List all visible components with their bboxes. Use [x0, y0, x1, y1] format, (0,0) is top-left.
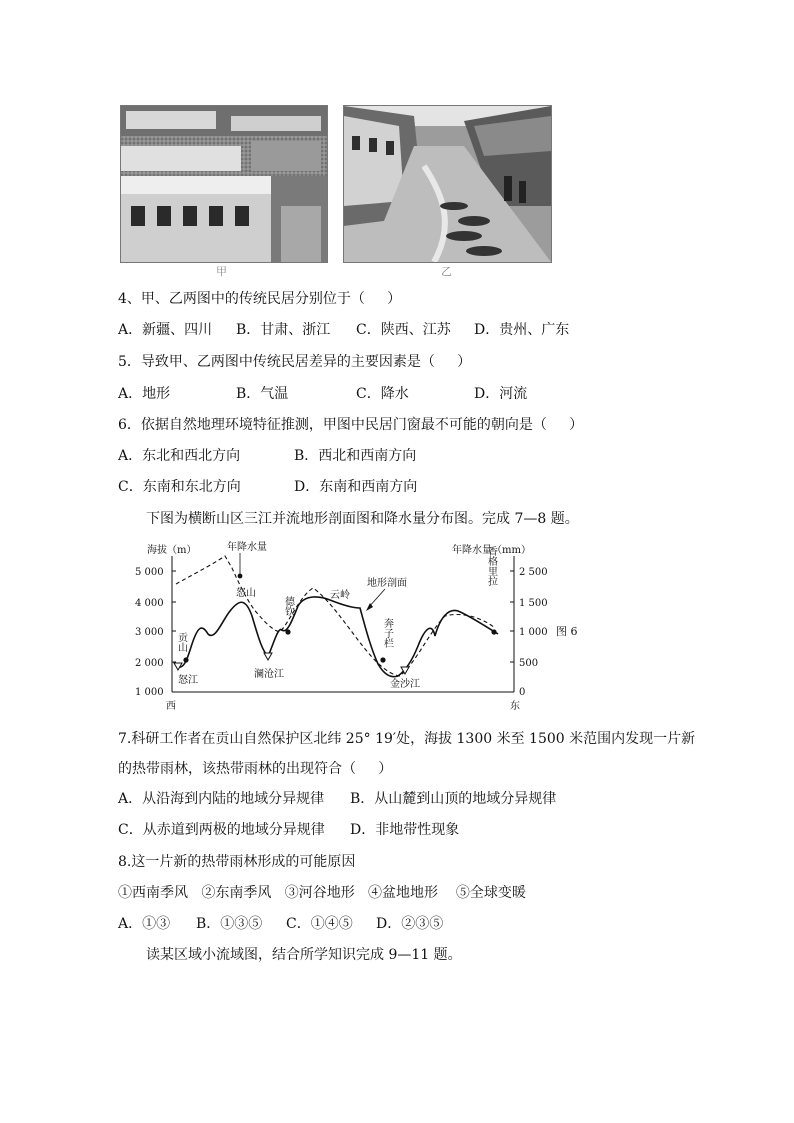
terrain-series-label: 地形剖面: [367, 578, 407, 589]
question-4-option-c: C．陕西、江苏: [356, 322, 451, 338]
question-5-option-c: C．降水: [356, 386, 409, 402]
x-label-west: 西: [166, 701, 176, 712]
question-7-option-b: B．从山麓到山顶的地域分异规律: [350, 791, 557, 807]
precipitation-series: [176, 556, 495, 676]
left-tick-3000: 3 000: [135, 627, 164, 638]
terrain-series: [175, 597, 498, 677]
question-4-stem: 4、甲、乙两图中的传统民居分别位于（ ）: [118, 291, 402, 307]
place-deqin: 德钦: [282, 596, 294, 616]
question-6-option-c: C．东南和东北方向: [118, 479, 241, 495]
place-xianggelila: 香格里拉: [485, 546, 497, 586]
deqin-dot: [285, 629, 290, 634]
question-6-option-a: A．东北和西北方向: [118, 448, 241, 464]
place-benzilan: 奔子栏: [381, 618, 393, 648]
photo-yi-caption: 乙: [441, 265, 452, 278]
precip-series-label: 年降水量: [227, 542, 267, 553]
left-tick-2000: 2 000: [135, 658, 164, 669]
place-nujiang: 怒江: [178, 675, 198, 686]
right-tick-2500: 2 500: [519, 567, 548, 578]
question-8-option-d: D．②③⑤: [376, 916, 444, 932]
lancangjiang-river-marker: [264, 653, 272, 660]
question-5-option-b: B．气温: [236, 386, 289, 402]
question-8-option-b: B．①③⑤: [196, 916, 263, 932]
photo-yi-image: [344, 106, 551, 262]
precip-label-dot: [238, 574, 243, 579]
right-axis-label: 年降水量（mm）: [452, 545, 531, 556]
question-6-option-d: D．东南和西南方向: [294, 479, 418, 495]
question-8-option-c: C．①④⑤: [286, 916, 353, 932]
figure-label: 图 6: [556, 625, 578, 638]
question-8-stem: 8.这一片新的热带雨林形成的可能原因: [118, 854, 356, 870]
question-4-option-a: A．新疆、四川: [118, 322, 213, 338]
question-7-option-d: D．非地带性现象: [350, 822, 460, 838]
intro-9-11: 读某区域小流域图，结合所学知识完成 9—11 题。: [146, 947, 462, 963]
gongshan-dot: [183, 657, 188, 662]
question-7-stem-line1: 7.科研工作者在贡山自然保护区北纬 25° 19′处，海拔 1300 米至 1500 米范围内发现一片新: [118, 731, 696, 747]
left-tick-5000: 5 000: [135, 567, 164, 578]
place-lancangjiang: 澜沧江: [254, 669, 284, 680]
question-8-factors: ①西南季风 ②东南季风 ③河谷地形 ④盆地地形 ⑤全球变暖: [118, 885, 526, 901]
place-gongshan: 贡山: [175, 632, 187, 652]
question-7-stem-line2: 的热带雨林，该热带雨林的出现符合（ ）: [118, 761, 393, 777]
xianggelila-dot: [491, 629, 496, 634]
question-8-option-a: A．①③: [118, 916, 171, 932]
question-4-option-b: B．甘肃、浙江: [236, 322, 331, 338]
photo-yi: [343, 105, 552, 263]
right-tick-0: 0: [519, 687, 526, 698]
question-7-option-c: C．从赤道到两极的地域分异规律: [118, 822, 325, 838]
question-5-option-d: D．河流: [474, 386, 528, 402]
left-tick-4000: 4 000: [135, 598, 164, 609]
intro-7-8: 下图为横断山区三江并流地形剖面图和降水量分布图。完成 7—8 题。: [146, 511, 579, 527]
photo-jia: [120, 105, 328, 263]
left-ticks: [135, 567, 164, 698]
left-axis-label: 海拔（m）: [147, 545, 197, 556]
benzilan-dot: [380, 657, 385, 662]
place-yunling: 云岭: [330, 590, 350, 601]
left-tick-1000: 1 000: [135, 687, 164, 698]
right-tick-1000: 1 000: [519, 627, 548, 638]
place-nushan: 怒山: [236, 588, 256, 599]
photo-jia-image: [121, 106, 327, 262]
terrain-precipitation-chart: [130, 536, 590, 714]
right-ticks: [519, 567, 548, 698]
question-7-option-a: A．从沿海到内陆的地域分异规律: [118, 791, 325, 807]
place-jinshajiang: 金沙江: [390, 679, 420, 690]
question-4-option-d: D．贵州、广东: [474, 322, 570, 338]
right-tick-500: 500: [519, 658, 539, 669]
question-5-option-a: A．地形: [118, 386, 171, 402]
question-5-stem: 5．导致甲、乙两图中传统民居差异的主要因素是（ ）: [118, 354, 472, 370]
x-label-east: 东: [510, 701, 520, 712]
question-6-stem: 6．依据自然地理环境特征推测，甲图中民居门窗最不可能的朝向是（ ）: [118, 417, 584, 433]
right-tick-1500: 1 500: [519, 598, 548, 609]
question-6-option-b: B．西北和西南方向: [294, 448, 417, 464]
photo-jia-caption: 甲: [216, 265, 227, 278]
